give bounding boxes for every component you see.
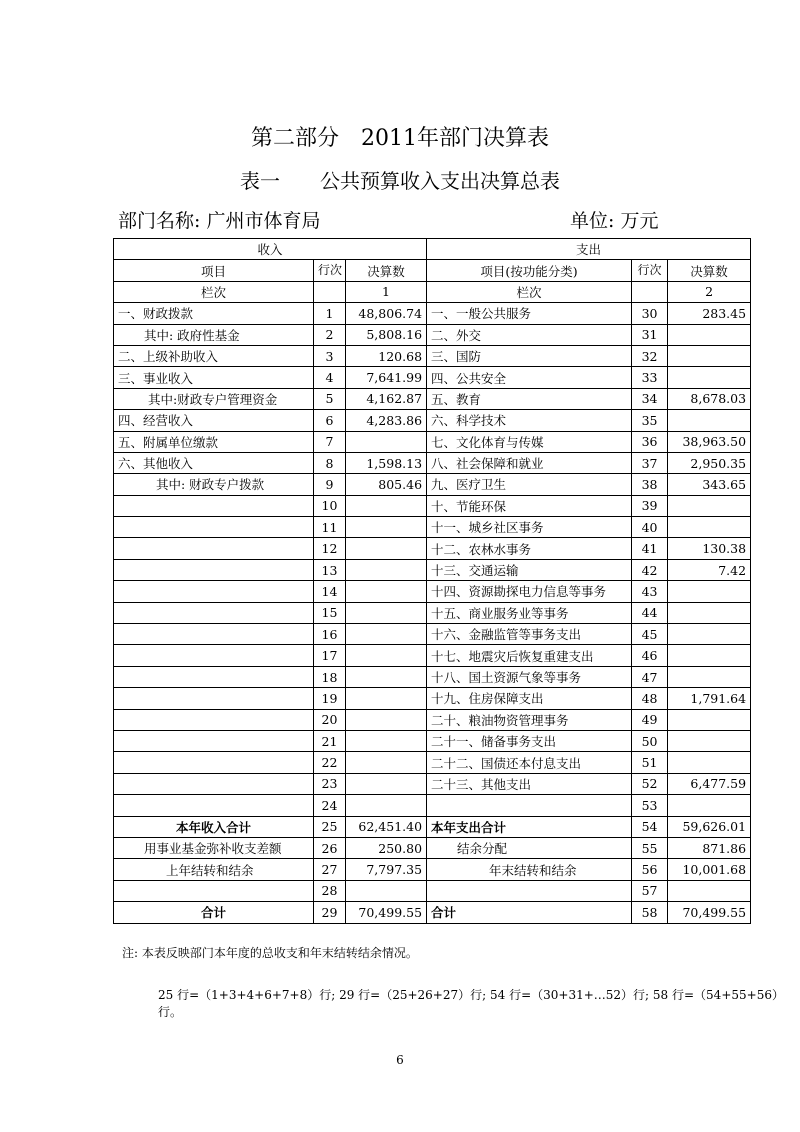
expense-amount: 38,963.50 (668, 431, 751, 452)
expense-item: 十六、金融监管等事务支出 (427, 624, 632, 645)
income-item (114, 602, 314, 623)
income-item: 二、上级补助收入 (114, 345, 314, 366)
expense-row-number: 54 (632, 816, 668, 837)
income-item (114, 495, 314, 516)
summary-row (114, 837, 751, 858)
income-amount: 70,499.55 (346, 902, 427, 923)
income-row-number: 23 (314, 773, 346, 794)
table-row (114, 559, 751, 580)
income-item (114, 538, 314, 559)
summary-row (114, 880, 751, 901)
income-row-number: 1 (314, 303, 346, 324)
expense-row-number: 42 (632, 559, 668, 580)
expense-item: 二十三、其他支出 (427, 773, 632, 794)
expense-row-number: 50 (632, 730, 668, 751)
expense-amount: 1,791.64 (668, 688, 751, 709)
income-item (114, 752, 314, 773)
income-col-number: 1 (346, 281, 427, 302)
expense-lanci-blank (632, 281, 668, 302)
expense-item: 十四、资源勘探电力信息等事务 (427, 581, 632, 602)
expense-amount: 343.65 (668, 474, 751, 495)
income-amount (346, 645, 427, 666)
table-row (114, 602, 751, 623)
expense-amount (668, 410, 751, 431)
income-amount (346, 880, 427, 901)
expense-item: 二、外交 (427, 324, 632, 345)
income-item: 其中:财政专户管理资金 (114, 388, 314, 409)
expense-row-number: 48 (632, 688, 668, 709)
income-row-number: 25 (314, 816, 346, 837)
income-row-number: 27 (314, 859, 346, 880)
expense-summary-item: 年末结转和结余 (427, 859, 632, 880)
table-row (114, 773, 751, 794)
expense-amount (668, 624, 751, 645)
income-amount (346, 431, 427, 452)
income-row-number: 8 (314, 452, 346, 473)
income-amount (346, 795, 427, 816)
income-lanci-blank (314, 281, 346, 302)
expense-row-number: 33 (632, 367, 668, 388)
expense-item: 十三、交通运输 (427, 559, 632, 580)
expense-row-number: 47 (632, 666, 668, 687)
income-item (114, 666, 314, 687)
expense-row-number: 31 (632, 324, 668, 345)
table-row (114, 709, 751, 730)
income-item (114, 581, 314, 602)
income-row-number: 15 (314, 602, 346, 623)
expense-rowno-header: 行次 (632, 260, 668, 281)
expense-header: 支出 (427, 239, 751, 260)
income-item-header: 项目 (114, 260, 314, 281)
income-item: 三、事业收入 (114, 367, 314, 388)
expense-row-number: 56 (632, 859, 668, 880)
income-row-number: 22 (314, 752, 346, 773)
table-row (114, 624, 751, 645)
expense-row-number: 32 (632, 345, 668, 366)
expense-col-number: 2 (668, 281, 751, 302)
expense-item: 十五、商业服务业等事务 (427, 602, 632, 623)
expense-amount: 59,626.01 (668, 816, 751, 837)
income-rowno-header: 行次 (314, 260, 346, 281)
income-item: 五、附属单位缴款 (114, 431, 314, 452)
expense-amount: 283.45 (668, 303, 751, 324)
income-item (114, 517, 314, 538)
expense-row-number: 35 (632, 410, 668, 431)
income-row-number: 3 (314, 345, 346, 366)
income-item: 其中: 政府性基金 (114, 324, 314, 345)
income-amount (346, 688, 427, 709)
expense-item: 八、社会保障和就业 (427, 452, 632, 473)
income-summary-item: 合计 (114, 902, 314, 923)
expense-summary-item: 合计 (427, 902, 632, 923)
income-row-number: 28 (314, 880, 346, 901)
expense-row-number: 45 (632, 624, 668, 645)
income-item: 其中: 财政专户拨款 (114, 474, 314, 495)
table-row (114, 431, 751, 452)
expense-amount (668, 367, 751, 388)
income-row-number: 17 (314, 645, 346, 666)
page-number: 6 (396, 1053, 404, 1067)
income-amount (346, 559, 427, 580)
income-amount: 5,808.16 (346, 324, 427, 345)
summary-row (114, 859, 751, 880)
expense-row-number: 46 (632, 645, 668, 666)
income-amount: 4,162.87 (346, 388, 427, 409)
table-subtitle: 表一 公共预算收入支出决算总表 (240, 169, 560, 193)
income-row-number: 19 (314, 688, 346, 709)
unit-label: 单位: 万元 (570, 210, 659, 232)
expense-amount (668, 795, 751, 816)
expense-amount (668, 495, 751, 516)
income-item (114, 773, 314, 794)
summary-row (114, 902, 751, 923)
income-summary-item (114, 880, 314, 901)
income-amount (346, 709, 427, 730)
income-row-number: 5 (314, 388, 346, 409)
income-amount: 62,451.40 (346, 816, 427, 837)
table-row (114, 752, 751, 773)
table-row (114, 730, 751, 751)
expense-row-number: 41 (632, 538, 668, 559)
expense-item: 六、科学技术 (427, 410, 632, 431)
expense-row-number: 40 (632, 517, 668, 538)
expense-summary-item (427, 880, 632, 901)
expense-amount: 10,001.68 (668, 859, 751, 880)
footnote: 注: 本表反映部门本年度的总收支和年末结转结余情况。 (122, 946, 418, 960)
expense-row-number: 55 (632, 837, 668, 858)
expense-amount: 2,950.35 (668, 452, 751, 473)
expense-item: 九、医疗卫生 (427, 474, 632, 495)
income-amount (346, 538, 427, 559)
expense-item: 十一、城乡社区事务 (427, 517, 632, 538)
expense-item-header: 项目(按功能分类) (427, 260, 632, 281)
table-row (114, 303, 751, 324)
expense-amount: 6,477.59 (668, 773, 751, 794)
income-amount (346, 624, 427, 645)
table-row (114, 452, 751, 473)
table-row (114, 688, 751, 709)
income-amount: 805.46 (346, 474, 427, 495)
income-header: 收入 (114, 239, 427, 260)
table-row (114, 517, 751, 538)
expense-row-number: 49 (632, 709, 668, 730)
income-item (114, 624, 314, 645)
income-row-number: 2 (314, 324, 346, 345)
expense-row-number: 44 (632, 602, 668, 623)
expense-item: 五、教育 (427, 388, 632, 409)
income-row-number: 7 (314, 431, 346, 452)
table-row (114, 581, 751, 602)
table-row (114, 345, 751, 366)
income-amount (346, 602, 427, 623)
income-amount (346, 666, 427, 687)
income-item (114, 730, 314, 751)
budget-table (113, 238, 751, 924)
income-row-number: 6 (314, 410, 346, 431)
income-item (114, 559, 314, 580)
expense-item: 十八、国土资源气象等事务 (427, 666, 632, 687)
expense-amount (668, 581, 751, 602)
expense-item (427, 795, 632, 816)
expense-item: 一、一般公共服务 (427, 303, 632, 324)
expense-row-number: 38 (632, 474, 668, 495)
table-row (114, 645, 751, 666)
income-amount: 1,598.13 (346, 452, 427, 473)
expense-amount (668, 752, 751, 773)
income-row-number: 13 (314, 559, 346, 580)
expense-row-number: 34 (632, 388, 668, 409)
expense-row-number: 57 (632, 880, 668, 901)
table-row (114, 795, 751, 816)
expense-amount (668, 880, 751, 901)
income-amount (346, 495, 427, 516)
income-row-number: 26 (314, 837, 346, 858)
income-amount: 7,797.35 (346, 859, 427, 880)
expense-item: 二十、粮油物资管理事务 (427, 709, 632, 730)
expense-amount (668, 602, 751, 623)
header-row-sections (114, 239, 751, 260)
expense-amount: 130.38 (668, 538, 751, 559)
header-row-columns (114, 260, 751, 281)
expense-amount (668, 709, 751, 730)
expense-row-number: 30 (632, 303, 668, 324)
income-amount: 4,283.86 (346, 410, 427, 431)
table-row (114, 388, 751, 409)
income-amount: 7,641.99 (346, 367, 427, 388)
income-row-number: 9 (314, 474, 346, 495)
income-row-number: 18 (314, 666, 346, 687)
income-row-number: 14 (314, 581, 346, 602)
expense-amount (668, 345, 751, 366)
expense-row-number: 52 (632, 773, 668, 794)
income-amount (346, 752, 427, 773)
header-row-lanci (114, 281, 751, 302)
expense-row-number: 53 (632, 795, 668, 816)
expense-amount: 871.86 (668, 837, 751, 858)
expense-item: 十九、住房保障支出 (427, 688, 632, 709)
income-row-number: 12 (314, 538, 346, 559)
expense-row-number: 58 (632, 902, 668, 923)
expense-row-number: 43 (632, 581, 668, 602)
income-row-number: 11 (314, 517, 346, 538)
expense-amount-header: 决算数 (668, 260, 751, 281)
table-row (114, 324, 751, 345)
income-row-number: 24 (314, 795, 346, 816)
income-amount-header: 决算数 (346, 260, 427, 281)
income-amount (346, 773, 427, 794)
income-summary-item: 本年收入合计 (114, 816, 314, 837)
income-amount: 250.80 (346, 837, 427, 858)
income-item: 一、财政拨款 (114, 303, 314, 324)
page-title: 第二部分 2011年部门决算表 (251, 126, 549, 151)
expense-amount: 70,499.55 (668, 902, 751, 923)
income-summary-item: 用事业基金弥补收支差额 (114, 837, 314, 858)
income-item (114, 688, 314, 709)
income-item: 四、经营收入 (114, 410, 314, 431)
income-item: 六、其他收入 (114, 452, 314, 473)
income-amount: 120.68 (346, 345, 427, 366)
expense-item: 十七、地震灾后恢复重建支出 (427, 645, 632, 666)
income-row-number: 29 (314, 902, 346, 923)
expense-amount (668, 517, 751, 538)
expense-lanci: 栏次 (427, 281, 632, 302)
expense-row-number: 36 (632, 431, 668, 452)
table-row (114, 367, 751, 388)
income-row-number: 21 (314, 730, 346, 751)
table-row (114, 410, 751, 431)
income-amount (346, 581, 427, 602)
expense-amount: 8,678.03 (668, 388, 751, 409)
table-row (114, 474, 751, 495)
summary-row (114, 816, 751, 837)
expense-summary-item: 本年支出合计 (427, 816, 632, 837)
expense-row-number: 39 (632, 495, 668, 516)
expense-row-number: 51 (632, 752, 668, 773)
table-row (114, 666, 751, 687)
expense-item: 十二、农林水事务 (427, 538, 632, 559)
expense-item: 二十二、国债还本付息支出 (427, 752, 632, 773)
expense-amount: 7.42 (668, 559, 751, 580)
expense-amount (668, 324, 751, 345)
income-row-number: 20 (314, 709, 346, 730)
income-row-number: 10 (314, 495, 346, 516)
income-item (114, 645, 314, 666)
expense-item: 四、公共安全 (427, 367, 632, 388)
income-item (114, 795, 314, 816)
department-name: 部门名称: 广州市体育局 (118, 210, 321, 232)
income-amount: 48,806.74 (346, 303, 427, 324)
expense-item: 二十一、储备事务支出 (427, 730, 632, 751)
expense-amount (668, 666, 751, 687)
expense-item: 十、节能环保 (427, 495, 632, 516)
expense-item: 七、文化体育与传媒 (427, 431, 632, 452)
formula-note: 25 行=（1+3+4+6+7+8）行; 29 行=（25+26+27）行; 54 行=（30+31+…52）行; 58 行=（54+55+56）行。 (158, 988, 784, 1019)
expense-amount (668, 730, 751, 751)
income-item (114, 709, 314, 730)
table-row (114, 495, 751, 516)
expense-item: 三、国防 (427, 345, 632, 366)
income-row-number: 4 (314, 367, 346, 388)
income-lanci: 栏次 (114, 281, 314, 302)
expense-summary-item: 结余分配 (427, 837, 632, 858)
income-amount (346, 517, 427, 538)
table-row (114, 538, 751, 559)
expense-row-number: 37 (632, 452, 668, 473)
income-row-number: 16 (314, 624, 346, 645)
income-amount (346, 730, 427, 751)
expense-amount (668, 645, 751, 666)
income-summary-item: 上年结转和结余 (114, 859, 314, 880)
